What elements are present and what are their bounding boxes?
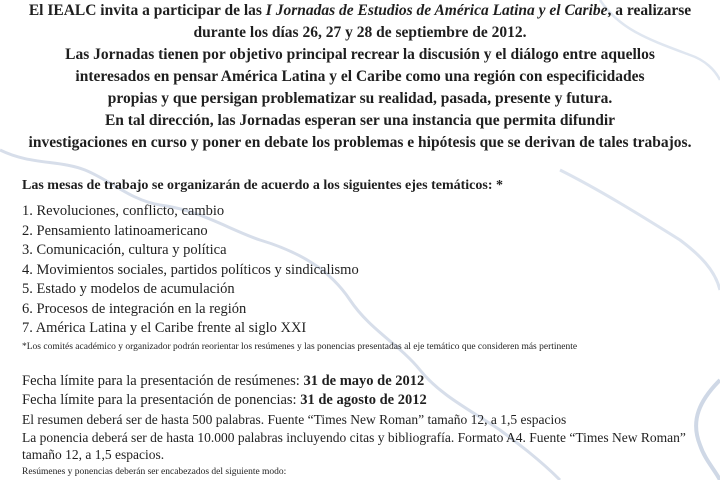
list-item: 6. Procesos de integración en la región (22, 300, 247, 317)
list-item: 5. Estado y modelos de acumulación (22, 281, 235, 297)
axes-footnote: *Los comités académico y organizador podrán reorientar los resúmenes y las ponencias presentadas al eje temático que consideren más pertinente (22, 342, 578, 352)
intro-line-4: interesados en pensar América Latina y el Caribe como una región con especificidades (75, 68, 645, 85)
papers-date: 31 de agosto de 2012 (300, 392, 427, 408)
map-outline-coast (560, 170, 720, 290)
event-name: I Jornadas de Estudios de América Latina y el Caribe (265, 2, 608, 19)
intro-line-6: En tal dirección, las Jornadas esperan ser una instancia que permita difundir (104, 112, 616, 129)
list-item: 3. Comunicación, cultura y política (22, 242, 227, 258)
intro-line-2: durante los días 26, 27 y 28 de septiembre de 2012. (193, 24, 527, 41)
deadlines-block (22, 372, 427, 410)
format-note: Resúmenes y ponencias deberán ser encabezados del siguiente modo: (22, 467, 287, 477)
intro-line-3: Las Jornadas tienen por objetivo principal recrear la discusión y el diálogo entre aquellos (65, 46, 655, 63)
intro-line-1: El IEALC invita a participar de las I Jornadas de Estudios de América Latina y el Caribe, a realizarse (28, 2, 692, 19)
paper-spec-continued: tamaño 12, a 1,5 espacios. (22, 447, 165, 462)
abstracts-deadline: Fecha límite para la presentación de resúmenes: 31 de mayo de 2012 (22, 373, 425, 389)
list-item: 2. Pensamiento latinoamericano (22, 222, 208, 239)
papers-deadline: Fecha límite para la presentación de ponencias: 31 de agosto de 2012 (22, 392, 427, 408)
submission-specs (22, 411, 686, 464)
list-item: 1. Revoluciones, conflicto, cambio (22, 203, 225, 219)
paper-spec: La ponencia deberá ser de hasta 10.000 palabras incluyendo citas y bibliografía. Formato A4. Fuente “Times New Roman” (22, 429, 686, 445)
intro-line-5: propias y que persigan problematizar su realidad, pasada, presente y futura. (107, 90, 613, 107)
list-item: 4. Movimientos sociales, partidos políticos y sindicalismo (22, 261, 359, 278)
intro-line-7: investigaciones en curso y poner en debate los problemas e hipótesis que se derivan de tales trabajos. (28, 134, 692, 151)
thematic-axes-list (22, 202, 359, 339)
abstracts-date: 31 de mayo de 2012 (303, 373, 425, 389)
axes-heading: Las mesas de trabajo se organizarán de acuerdo a los siguientes ejes temáticos: * (22, 178, 503, 193)
abstract-spec: El resumen deberá ser de hasta 500 palabras. Fuente “Times New Roman” tamaño 12, a 1,5 espacios (22, 412, 567, 427)
map-outline-right (696, 380, 720, 480)
intro-block (0, 0, 720, 154)
list-item: 7. América Latina y el Caribe frente al siglo XXI (22, 320, 307, 336)
